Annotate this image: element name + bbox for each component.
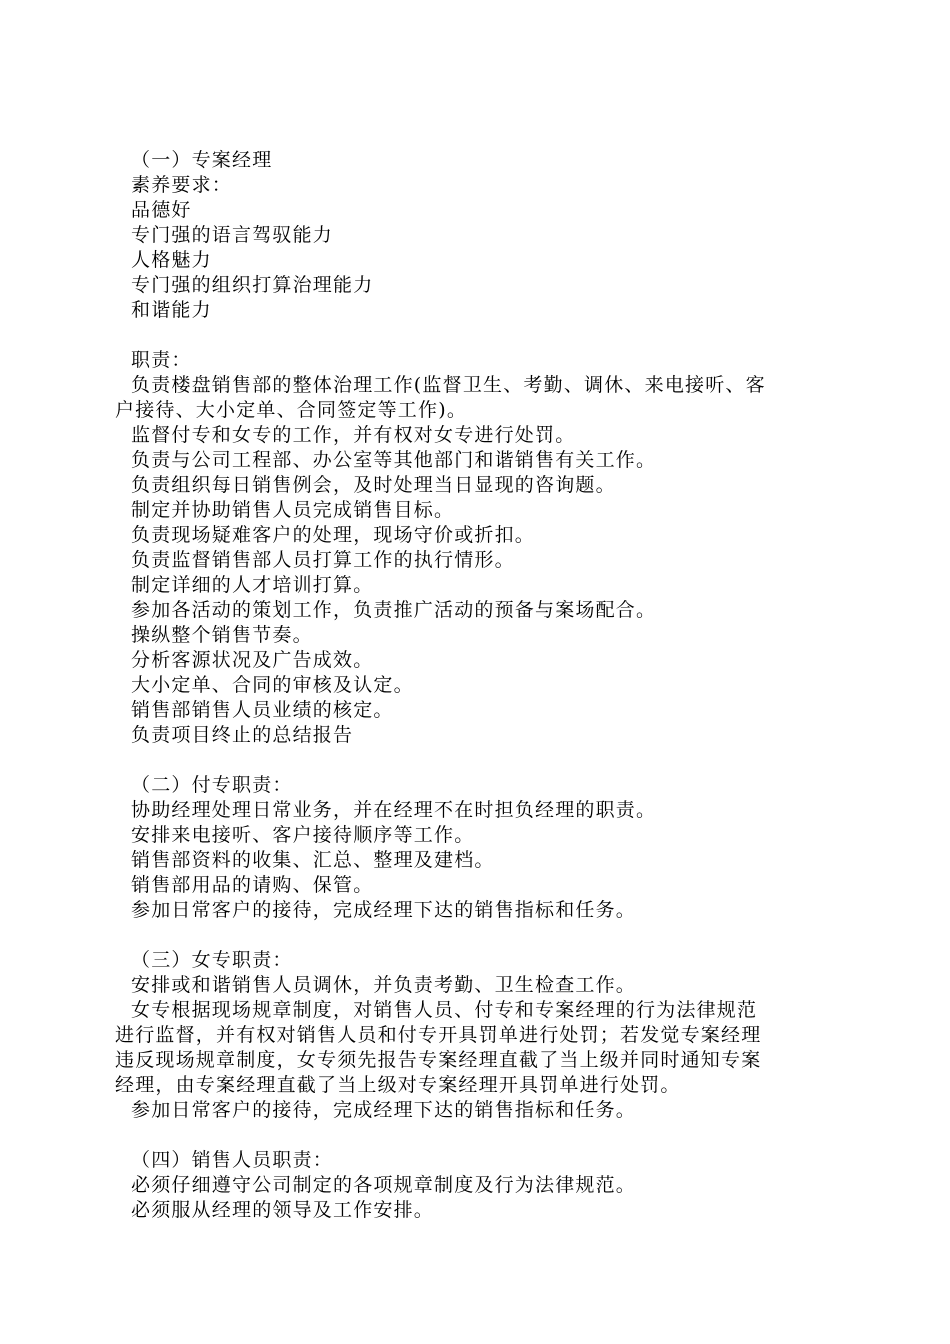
duty-item: 女专根据现场规章制度，对销售人员、付专和专案经理的行为法律规范 [131, 999, 758, 1021]
duty-item: 销售部销售人员业绩的核定。 [131, 699, 394, 721]
duty-item: 参加各活动的策划工作，负责推广活动的预备与案场配合。 [131, 599, 657, 621]
duty-item: 负责现场疑难客户的处理，现场守价或折扣。 [131, 524, 536, 546]
duty-item: 参加日常客户的接待，完成经理下达的销售指标和任务。 [131, 899, 637, 921]
duty-item: 大小定单、合同的审核及认定。 [131, 674, 414, 696]
spacer [115, 748, 830, 773]
section-heading-manager: （一）专案经理 [131, 149, 273, 171]
duty-item: 销售部资料的收集、汇总、整理及建档。 [131, 849, 495, 871]
duty-item-continuation: 经理，由专案经理直截了当上级对专案经理开具罚单进行处罚。 [115, 1074, 681, 1096]
spacer [115, 323, 830, 348]
duty-item: 操纵整个销售节奏。 [131, 624, 313, 646]
quality-item: 和谐能力 [131, 299, 212, 321]
quality-item: 人格魅力 [131, 249, 212, 271]
spacer [115, 923, 830, 948]
section-heading-female: （三）女专职责： [131, 949, 293, 971]
section-heading-deputy: （二）付专职责： [131, 774, 293, 796]
duty-item: 参加日常客户的接待，完成经理下达的销售指标和任务。 [131, 1099, 637, 1121]
duty-item: 负责楼盘销售部的整体治理工作(监督卫生、考勤、调休、来电接听、客 [131, 374, 766, 396]
duty-item-continuation: 进行监督，并有权对销售人员和付专开具罚单进行处罚；若发觉专案经理 [115, 1024, 762, 1046]
duty-item: 制定详细的人才培训打算。 [131, 574, 374, 596]
duty-item: 协助经理处理日常业务，并在经理不在时担负经理的职责。 [131, 799, 657, 821]
duty-item: 销售部用品的请购、保管。 [131, 874, 374, 896]
duty-item: 必须仔细遵守公司制定的各项规章制度及行为法律规范。 [131, 1174, 637, 1196]
spacer [115, 1123, 830, 1148]
quality-item: 专门强的组织打算治理能力 [131, 274, 374, 296]
duty-item: 负责监督销售部人员打算工作的执行情形。 [131, 549, 515, 571]
duty-item-continuation: 违反现场规章制度，女专须先报告专案经理直截了当上级并同时通知专案 [115, 1049, 762, 1071]
duty-item: 分析客源状况及广告成效。 [131, 649, 374, 671]
duty-item: 必须服从经理的领导及工作安排。 [131, 1199, 435, 1221]
duty-item-continuation: 户接待、大小定单、合同签定等工作)。 [115, 399, 468, 421]
quality-item: 品德好 [131, 199, 192, 221]
duty-item: 安排来电接听、客户接待顺序等工作。 [131, 824, 475, 846]
duty-item: 安排或和谐销售人员调休，并负责考勤、卫生检查工作。 [131, 974, 637, 996]
document-body [115, 148, 830, 1223]
duties-label: 职责： [131, 349, 192, 371]
duty-item: 负责组织每日销售例会，及时处理当日显现的咨询题。 [131, 474, 616, 496]
section-heading-sales: （四）销售人员职责： [131, 1149, 334, 1171]
duty-item: 负责项目终止的总结报告 [131, 724, 354, 746]
duty-item: 负责与公司工程部、办公室等其他部门和谐销售有关工作。 [131, 449, 657, 471]
duty-item: 制定并协助销售人员完成销售目标。 [131, 499, 455, 521]
qualities-label: 素养要求： [131, 174, 233, 196]
quality-item: 专门强的语言驾驭能力 [131, 224, 334, 246]
duty-item: 监督付专和女专的工作，并有权对女专进行处罚。 [131, 424, 576, 446]
